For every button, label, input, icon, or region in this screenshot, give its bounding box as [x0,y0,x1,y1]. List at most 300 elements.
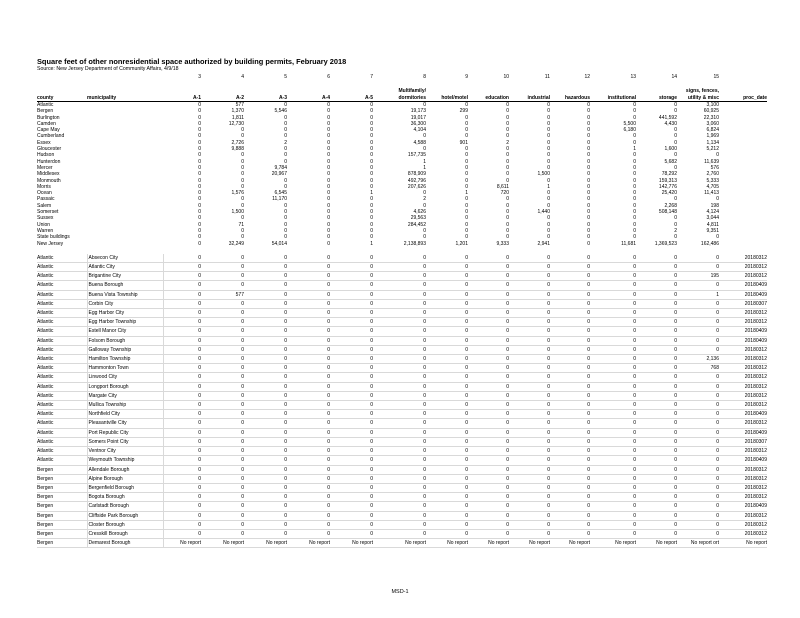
value-cell: 0 [426,391,468,400]
value-cell: 0 [633,202,636,209]
value-cell: 0 [587,215,590,222]
value-cell: 0 [468,254,509,263]
value-cell: 0 [465,102,468,108]
value-cell: 0 [587,177,590,184]
value-cell: 0 [633,215,636,222]
municipality-cell: Ventnor City [87,447,163,456]
value-cell: 0 [547,190,550,197]
value-cell: 0 [244,437,287,446]
value-cell: 0 [330,254,373,263]
value-cell: 0 [370,114,373,121]
value-cell: No report [201,539,244,548]
value-cell: 0 [674,215,677,222]
value-cell: 6,545 [274,190,287,197]
value-cell: 0 [327,127,330,134]
value-cell: 0 [373,493,426,502]
value-cell: No report [550,539,590,548]
empty-cell [37,87,87,94]
detail-row [37,318,767,327]
value-cell: 0 [423,146,426,153]
value-cell: 0 [244,254,287,263]
value-cell: 0 [370,209,373,216]
county-cell: Atlantic [37,281,87,290]
value-cell: 0 [590,272,636,281]
value-cell: 0 [241,133,244,140]
value-cell: 0 [244,502,287,511]
value-cell: 0 [550,410,590,419]
proc-date-cell: 20180409 [719,336,767,345]
value-cell: 0 [426,263,468,272]
municipality-cell: Buena Borough [87,281,163,290]
value-cell: 0 [327,171,330,178]
value-cell: 0 [370,227,373,234]
value-cell: 0 [373,474,426,483]
header-top-row [37,87,767,94]
county-cell: Atlantic [37,299,87,308]
empty-cell [426,247,468,254]
value-cell: 0 [506,221,509,228]
value-cell: 0 [198,190,201,197]
value-cell: 4,104 [413,127,426,134]
value-cell: 0 [330,382,373,391]
value-cell: 0 [287,447,330,456]
empty-cell [163,80,201,87]
empty-cell [590,87,636,94]
value-cell: 0 [327,164,330,171]
column-number: 8 [423,73,426,80]
value-cell: 0 [287,336,330,345]
value-cell: 0 [426,382,468,391]
empty-cell [719,87,767,94]
page-footer: MSD-1 [391,589,409,595]
county-cell: Hudson [37,152,55,159]
value-cell: 0 [287,272,330,281]
value-cell: 0 [201,355,244,364]
value-cell: 0 [287,327,330,336]
column-number: 11 [544,73,550,80]
empty-cell [87,73,163,80]
value-cell: 0 [547,102,550,108]
value-cell: 0 [587,127,590,134]
value-cell: 0 [330,364,373,373]
county-cell: Bergen [37,493,87,502]
value-cell: 0 [677,263,719,272]
value-cell: 0 [201,465,244,474]
column-number: 12 [584,73,590,80]
detail-row [37,419,767,428]
value-cell: 0 [465,202,468,209]
value-cell: 0 [370,164,373,171]
value-cell: 0 [244,373,287,382]
value-cell: 1,969 [706,133,719,140]
value-cell: 0 [636,493,677,502]
value-cell: No report [426,539,468,548]
county-cell: Bergen [37,108,54,115]
value-cell: 0 [636,456,677,465]
value-cell: 0 [370,146,373,153]
empty-cell [677,80,719,87]
value-cell: 0 [465,127,468,134]
empty-cell [550,247,590,254]
value-cell: 0 [590,529,636,538]
value-cell: 0 [587,183,590,190]
empty-cell [426,87,468,94]
value-cell: 3,100 [706,102,719,108]
value-cell: 577 [235,102,244,108]
value-cell: 0 [550,465,590,474]
value-cell: 0 [201,529,244,538]
value-cell: 0 [244,364,287,373]
county-cell: Atlantic [37,355,87,364]
value-cell: 0 [244,391,287,400]
detail-row [37,309,767,318]
value-cell: 0 [636,382,677,391]
empty-cell [201,247,244,254]
county-cell: Atlantic [37,263,87,272]
value-cell: 0 [509,254,550,263]
county-cell: Atlantic [37,102,54,108]
value-cell: 0 [287,290,330,299]
value-cell: 0 [163,474,201,483]
value-cell: 0 [244,299,287,308]
municipality-cell: Somers Point City [87,437,163,446]
value-cell: 0 [636,336,677,345]
county-cell: Essex [37,139,51,146]
value-cell: 0 [465,177,468,184]
value-cell: 0 [287,281,330,290]
value-cell: 0 [370,202,373,209]
value-cell: 0 [677,345,719,354]
value-cell: 0 [465,215,468,222]
value-cell: 0 [590,419,636,428]
detail-row [37,428,767,437]
value-cell: 0 [677,493,719,502]
value-cell: 0 [636,290,677,299]
value-cell: 0 [163,511,201,520]
value-cell: 0 [468,290,509,299]
value-cell: 0 [509,428,550,437]
value-cell: 0 [327,215,330,222]
value-cell: 0 [509,281,550,290]
value-cell: 441,592 [658,114,677,121]
value-cell: 2 [506,139,509,146]
value-cell: 0 [330,355,373,364]
value-cell: 0 [163,254,201,263]
value-cell: 8,611 [496,183,509,190]
value-cell: 0 [284,158,287,165]
value-cell: 0 [587,152,590,159]
value-cell: 1,600 [664,146,677,153]
county-cell: Bergen [37,539,87,548]
value-cell: 0 [201,318,244,327]
county-cell: Union [37,221,51,228]
value-cell: 0 [468,373,509,382]
value-cell: 0 [468,355,509,364]
county-cell: State buildings [37,234,70,241]
proc-date-cell: 20180312 [719,483,767,492]
value-cell: 162,486 [700,240,719,247]
value-cell: 0 [163,465,201,474]
value-cell: 0 [468,327,509,336]
value-cell: 0 [636,401,677,410]
value-cell: 0 [468,529,509,538]
detail-row [37,456,767,465]
empty-cell [330,87,373,94]
value-cell: 36,300 [410,120,426,127]
value-cell: No report [509,539,550,548]
value-cell: 0 [547,139,550,146]
value-cell: 0 [550,401,590,410]
value-cell: 0 [506,146,509,153]
value-cell: 0 [373,410,426,419]
value-cell: 0 [330,520,373,529]
county-cell: Atlantic [37,318,87,327]
value-cell: 0 [284,227,287,234]
value-cell: 0 [636,447,677,456]
municipality-cell: Corbin City [87,299,163,308]
municipality-cell: Margate City [87,391,163,400]
value-cell: 901 [459,139,468,146]
empty-cell [87,247,163,254]
value-cell: 0 [590,299,636,308]
value-cell: 0 [677,410,719,419]
county-cell: Atlantic [37,419,87,428]
value-cell: 0 [327,158,330,165]
value-cell: 0 [330,281,373,290]
value-cell: 0 [244,456,287,465]
value-cell: 0 [509,391,550,400]
value-cell: 0 [590,318,636,327]
value-cell: 0 [465,114,468,121]
spacer-row [37,247,767,254]
value-cell: 768 [677,364,719,373]
value-cell: 6,180 [623,127,636,134]
proc-date-cell: 20180307 [719,437,767,446]
value-cell: 0 [677,502,719,511]
value-cell: 0 [633,196,636,203]
value-cell: 0 [244,281,287,290]
value-cell: 0 [201,419,244,428]
value-cell: 0 [587,209,590,216]
value-cell: 0 [716,234,719,241]
value-cell: 0 [330,345,373,354]
county-cell: Bergen [37,465,87,474]
municipality-cell: Linwood City [87,373,163,382]
value-cell: 0 [241,127,244,134]
value-cell: 0 [465,234,468,241]
value-cell: 0 [201,345,244,354]
detail-row [37,529,767,538]
value-cell: 0 [370,215,373,222]
detail-row [37,483,767,492]
county-cell: Atlantic [37,290,87,299]
empty-cell [719,80,767,87]
value-cell: 0 [198,146,201,153]
proc-date-cell: 20180312 [719,263,767,272]
column-number: 7 [370,73,373,80]
summary-row [37,102,767,109]
value-cell: 159,313 [658,177,677,184]
value-cell: 0 [587,227,590,234]
value-cell: 0 [198,108,201,115]
value-cell: 0 [636,529,677,538]
municipality-cell: Cliffside Park Borough [87,511,163,520]
county-cell: Atlantic [37,428,87,437]
value-cell: 0 [550,391,590,400]
value-cell: No report [287,539,330,548]
municipality-cell: Demarest Borough [87,539,163,548]
value-cell: 0 [677,511,719,520]
value-cell: 0 [677,327,719,336]
value-cell: 0 [201,437,244,446]
value-cell: 0 [244,336,287,345]
value-cell: 0 [547,152,550,159]
value-cell: 0 [465,209,468,216]
value-cell: 0 [509,345,550,354]
value-cell: 0 [636,318,677,327]
empty-cell [719,102,767,109]
value-cell: 0 [587,164,590,171]
empty-cell [201,87,244,94]
value-cell: 0 [327,114,330,121]
value-cell: 0 [509,364,550,373]
value-cell: 0 [590,336,636,345]
value-cell: 577 [201,290,244,299]
municipality-cell: Cresskill Borough [87,529,163,538]
value-cell: 0 [716,196,719,203]
value-cell: 0 [506,196,509,203]
value-cell: 0 [284,221,287,228]
proc-date-cell: 20180312 [719,345,767,354]
value-cell: 0 [509,419,550,428]
value-cell: No report [636,539,677,548]
value-cell: 0 [468,465,509,474]
value-cell: 0 [201,327,244,336]
value-cell: 0 [201,401,244,410]
value-cell: 0 [590,281,636,290]
detail-row [37,502,767,511]
value-cell: 4,430 [664,120,677,127]
detail-row [37,511,767,520]
value-cell: 0 [509,511,550,520]
value-cell: 0 [468,272,509,281]
value-cell: 0 [244,410,287,419]
proc-date-cell: 20180409 [719,290,767,299]
value-cell: 0 [590,373,636,382]
value-cell: 0 [509,483,550,492]
column-header: A-2 [201,94,244,102]
value-cell: 0 [370,120,373,127]
detail-row [37,281,767,290]
value-cell: 0 [330,465,373,474]
value-cell: 0 [244,318,287,327]
value-cell: 0 [373,290,426,299]
county-cell: Monmouth [37,177,61,184]
detail-row [37,345,767,354]
value-cell: 0 [633,227,636,234]
value-cell: 0 [198,127,201,134]
value-cell: 0 [287,511,330,520]
empty-cell [163,87,201,94]
value-cell: 0 [506,171,509,178]
column-header: A-1 [163,94,201,102]
value-cell: 0 [465,183,468,190]
value-cell: 0 [201,272,244,281]
value-cell: 0 [550,355,590,364]
value-cell: 0 [426,511,468,520]
value-cell: 0 [163,336,201,345]
municipality-cell: Hammonton Town [87,364,163,373]
municipality-cell: Hamilton Township [87,355,163,364]
value-cell: 0 [330,483,373,492]
proc-date-cell: 20180312 [719,474,767,483]
value-cell: 0 [241,183,244,190]
empty-cell [330,247,373,254]
empty-cell [87,80,163,87]
value-cell: 0 [550,428,590,437]
value-cell: 0 [633,152,636,159]
value-cell: 0 [677,281,719,290]
value-cell: 0 [677,474,719,483]
value-cell: 0 [201,309,244,318]
value-cell: 0 [287,437,330,446]
value-cell: 0 [587,234,590,241]
value-cell: 0 [509,272,550,281]
county-cell: Bergen [37,511,87,520]
county-cell: Sussex [37,215,54,222]
value-cell: 1,440 [537,209,550,216]
value-cell: 0 [550,364,590,373]
value-cell: 0 [509,456,550,465]
value-cell: 0 [636,437,677,446]
value-cell: 0 [163,327,201,336]
value-cell: 0 [244,447,287,456]
value-cell: 1,500 [231,209,244,216]
value-cell: 0 [330,437,373,446]
value-cell: 0 [468,456,509,465]
value-cell: 0 [244,382,287,391]
value-cell: 0 [330,318,373,327]
value-cell: 0 [636,364,677,373]
value-cell: 0 [677,401,719,410]
empty-cell [509,87,550,94]
value-cell: 0 [423,202,426,209]
value-cell: 0 [465,120,468,127]
value-cell: 0 [241,227,244,234]
value-cell: 0 [468,401,509,410]
value-cell: 0 [201,493,244,502]
value-cell: 0 [423,227,426,234]
value-cell: 0 [163,456,201,465]
value-cell: 0 [590,309,636,318]
value-cell: 0 [506,227,509,234]
county-cell: Atlantic [37,391,87,400]
value-cell: 0 [198,177,201,184]
empty-cell [163,247,201,254]
value-cell: 0 [330,263,373,272]
value-cell: 0 [163,345,201,354]
value-cell: 4,811 [706,221,719,228]
municipality-cell: Brigantine City [87,272,163,281]
value-cell: 0 [587,240,590,247]
value-cell: 0 [201,520,244,529]
municipality-cell: Northfield City [87,410,163,419]
municipality-cell: Buena Vista Township [87,290,163,299]
value-cell: 0 [426,299,468,308]
value-cell: 0 [426,364,468,373]
municipality-cell: Egg Harbor City [87,309,163,318]
value-cell: 0 [423,102,426,108]
